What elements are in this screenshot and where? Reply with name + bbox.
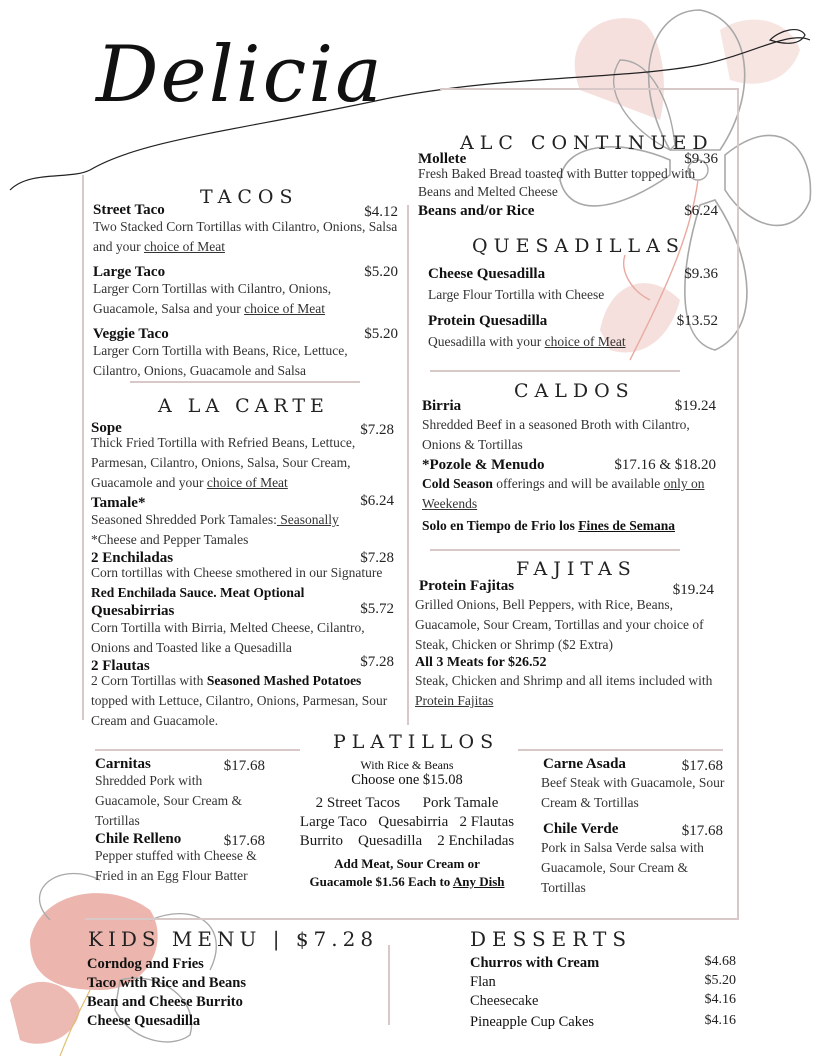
choice-of-meat-link[interactable]: choice of Meat <box>206 475 288 490</box>
column-divider <box>407 205 409 725</box>
item-price: $13.52 <box>676 313 718 329</box>
kids-desserts-divider <box>388 945 390 1025</box>
menu-item-flautas <box>91 654 396 731</box>
item-price: $17.68 <box>681 758 723 774</box>
kids-menu-list <box>87 955 377 1031</box>
menu-item-beans-rice <box>418 203 718 220</box>
any-dish-link[interactable]: Any Dish <box>452 874 505 889</box>
item-name: Chile Relleno <box>95 831 182 847</box>
choice-of-meat-link[interactable]: choice of Meat <box>244 301 326 316</box>
dessert-item <box>470 992 736 1013</box>
item-name: Quesabirrias <box>91 603 175 619</box>
menu-item-protein-fajitas <box>415 578 718 655</box>
item-description: Pork in Salsa Verde salsa with Guacamole, Sour Cream & Tortillas <box>541 840 704 895</box>
dessert-price: $4.16 <box>704 992 736 1007</box>
item-name: Carne Asada <box>543 756 626 772</box>
item-description: Pepper stuffed with Cheese & Fried in an Egg Flour Batter <box>95 848 257 883</box>
item-description: Two Stacked Corn Tortillas with Cilantro, Onions, Salsa and your choice of Meat <box>93 219 398 254</box>
menu-item-tamale <box>91 495 396 550</box>
item-name: Veggie Taco <box>93 326 169 342</box>
choice-of-meat-link[interactable]: choice of Meat <box>544 334 626 349</box>
dessert-price: $5.20 <box>704 973 736 988</box>
item-description: Thick Fried Tortilla with Refried Beans, Lettuce, Parmesan, Cilantro, Onions, Salsa, Sour Cream, Guacamole and your choice of Meat <box>91 435 356 490</box>
tacos-section <box>93 202 398 381</box>
menu-item-carne-asada <box>541 756 731 813</box>
item-name: Birria <box>422 398 462 414</box>
item-description: Seasoned Shredded Pork Tamales: Seasonally <box>91 512 339 527</box>
item-name: 2 Enchiladas <box>91 550 174 566</box>
item-description: Fresh Baked Bread toasted with Butter topped with Beans and Melted Cheese <box>418 166 696 199</box>
dessert-price: $4.16 <box>704 1013 736 1028</box>
item-price: $9.36 <box>684 266 718 282</box>
item-name: 2 Flautas <box>91 658 150 674</box>
item-description: Shredded Beef in a seasoned Broth with Cilantro, Onions & Tortillas <box>422 417 690 452</box>
platillos-line-left <box>95 749 300 751</box>
item-description: Large Flour Tortilla with Cheese <box>428 287 605 302</box>
menu-item-all-3-meats <box>415 655 718 711</box>
item-note: *Cheese and Pepper Tamales <box>91 532 249 547</box>
choice-of-meat-link[interactable]: choice of Meat <box>144 239 225 254</box>
platillos-add-note-2: Guacamole $1.56 Each to Any Dish <box>309 874 505 889</box>
dessert-name: Pineapple Cup Cakes <box>470 1014 595 1030</box>
item-name: Chile Verde <box>543 821 619 837</box>
menu-item-sope <box>91 420 396 493</box>
item-price: $17.68 <box>223 833 265 849</box>
kids-item: Cheese Quesadilla <box>87 1013 201 1029</box>
item-name: Tamale* <box>91 495 146 511</box>
item-price: $7.28 <box>360 422 394 438</box>
item-name: Carnitas <box>95 756 151 772</box>
caldos-heading: CALDOS <box>514 380 635 402</box>
item-description: Larger Corn Tortilla with Beans, Rice, Lettuce, Cilantro, Onions, Guacamole and Salsa <box>93 343 348 378</box>
item-price: $6.24 <box>684 203 718 219</box>
item-price: $5.20 <box>364 264 398 280</box>
item-name: All 3 Meats for $26.52 <box>415 655 547 670</box>
dessert-name: Churros with Cream <box>470 955 600 971</box>
tacos-divider <box>130 381 360 383</box>
platillos-heading: PLATILLOS <box>333 731 500 753</box>
menu-item-birria <box>422 398 718 455</box>
item-description: Beef Steak with Guacamole, Sour Cream & Tortillas <box>541 775 725 810</box>
item-note: Solo en Tiempo de Frio los Fines de Semana <box>422 518 676 533</box>
item-name: Cheese Quesadilla <box>428 266 546 282</box>
item-price: $17.16 & $18.20 <box>614 457 716 473</box>
item-price: $17.68 <box>223 758 265 774</box>
frame-line-left <box>82 175 84 720</box>
alacarte-section <box>91 420 396 731</box>
item-description: Steak, Chicken and Shrimp and all items included with Protein Fajitas <box>415 673 713 708</box>
item-price: $19.24 <box>672 582 714 598</box>
item-description: Cold Season offerings and will be available only on Weekends <box>422 476 705 511</box>
item-description: 2 Corn Tortillas with Seasoned Mashed Potatoes topped with Lettuce, Cilantro, Onions, Parmesan, Sour Cream and Guacamole. <box>91 673 388 728</box>
platillos-bottom-line <box>85 918 739 920</box>
kids-item: Taco with Rice and Beans <box>87 975 246 991</box>
platillos-right-column <box>541 756 731 898</box>
alacarte-heading: A LA CARTE <box>158 395 329 417</box>
item-name: Mollete <box>418 151 467 167</box>
item-name: Protein Quesadilla <box>428 313 548 329</box>
kids-item: Corndog and Fries <box>87 956 204 972</box>
menu-item-protein-quesadilla <box>428 313 718 352</box>
menu-item-enchiladas <box>91 550 396 603</box>
fajitas-heading: FAJITAS <box>516 558 637 580</box>
frame-line-top <box>440 88 739 90</box>
caldos-section <box>422 398 718 536</box>
item-name: Protein Fajitas <box>419 578 515 594</box>
item-description: Quesadilla with your choice of Meat <box>428 334 626 349</box>
menu-item-carnitas <box>95 756 265 831</box>
platillos-option-row-2: Large Taco Quesabirria 2 Flautas <box>299 814 515 830</box>
quesadillas-section <box>428 266 718 352</box>
item-name: Beans and/or Rice <box>418 203 535 219</box>
platillos-option-row-3: Burrito Quesadilla 2 Enchiladas <box>299 833 515 849</box>
item-description: Grilled Onions, Bell Peppers, with Rice, Beans, Guacamole, Sour Cream, Tortillas and your choice of Steak, Chicken or Shrimp ($2 Extra) <box>415 597 704 652</box>
alc-continued-section <box>418 151 718 220</box>
item-price: $6.24 <box>360 493 394 509</box>
frame-line-right <box>737 90 739 920</box>
item-name: Street Taco <box>93 202 165 218</box>
item-description: Larger Corn Tortillas with Cilantro, Onions, Guacamole, Salsa and your choice of Meat <box>93 281 332 316</box>
item-price: $5.20 <box>364 326 398 342</box>
item-price: $5.72 <box>360 601 394 617</box>
desserts-list <box>470 954 736 1032</box>
menu-item-pozole-menudo <box>422 457 718 536</box>
weekends-link[interactable]: only on Weekends <box>422 476 705 511</box>
item-price: $19.24 <box>674 398 716 414</box>
menu-item-veggie-taco <box>93 326 398 381</box>
quesadillas-heading: QUESADILLAS <box>472 235 685 257</box>
platillos-choose-one: Choose one $15.08 <box>351 772 463 788</box>
item-name: *Pozole & Menudo <box>422 457 545 473</box>
platillos-line-right <box>518 749 723 751</box>
item-name: Sope <box>91 420 122 436</box>
menu-item-street-taco <box>93 202 398 257</box>
item-price: $7.28 <box>360 654 394 670</box>
item-price: $17.68 <box>681 823 723 839</box>
kids-item: Bean and Cheese Burrito <box>87 994 243 1010</box>
dessert-item <box>470 1013 736 1032</box>
menu-item-large-taco <box>93 264 398 319</box>
item-name: Large Taco <box>93 264 166 280</box>
menu-item-chile-verde <box>541 821 731 898</box>
quesadillas-divider <box>430 370 680 372</box>
item-description: Corn tortillas with Cheese smothered in our Signature Red Enchilada Sauce. Meat Optional <box>91 565 383 600</box>
platillos-subheading: With Rice & Beans <box>360 758 454 772</box>
dessert-name: Flan <box>470 974 496 990</box>
restaurant-logo: Delicia <box>96 30 384 120</box>
platillos-left-column <box>95 756 265 886</box>
fajitas-section <box>415 578 718 711</box>
platillos-option-row-1: 2 Street Tacos Pork Tamale <box>315 795 499 811</box>
item-description: Corn Tortilla with Birria, Melted Cheese, Cilantro, Onions and Toasted like a Quesadilla <box>91 620 365 655</box>
menu-item-mollete <box>418 151 718 201</box>
dessert-price: $4.68 <box>704 954 736 969</box>
item-price: $4.12 <box>364 204 398 220</box>
menu-item-cheese-quesadilla <box>428 266 718 305</box>
kids-menu-heading: KIDS MENU | $7.28 <box>88 927 379 951</box>
dessert-item <box>470 954 736 973</box>
fines-de-semana-link[interactable]: Fines de Semana <box>578 518 676 533</box>
item-price: $9.36 <box>684 151 718 167</box>
dessert-item <box>470 973 736 992</box>
platillos-add-note: Add Meat, Sour Cream or <box>334 856 480 871</box>
alc-continued-heading: ALC CONTINUED <box>460 132 714 154</box>
tacos-heading: TACOS <box>200 186 299 208</box>
protein-fajitas-link[interactable]: Protein Fajitas <box>415 693 494 708</box>
menu-item-quesabirrias <box>91 603 396 658</box>
desserts-heading: DESSERTS <box>470 927 633 951</box>
item-description: Shredded Pork with Guacamole, Sour Cream & Tortillas <box>95 773 242 828</box>
caldos-divider <box>430 549 680 551</box>
item-price: $7.28 <box>360 550 394 566</box>
dessert-name: Cheesecake <box>470 993 539 1009</box>
menu-item-chile-relleno <box>95 831 265 886</box>
platillos-center-column <box>272 758 542 890</box>
seasonally-link[interactable]: Seasonally <box>276 512 339 527</box>
